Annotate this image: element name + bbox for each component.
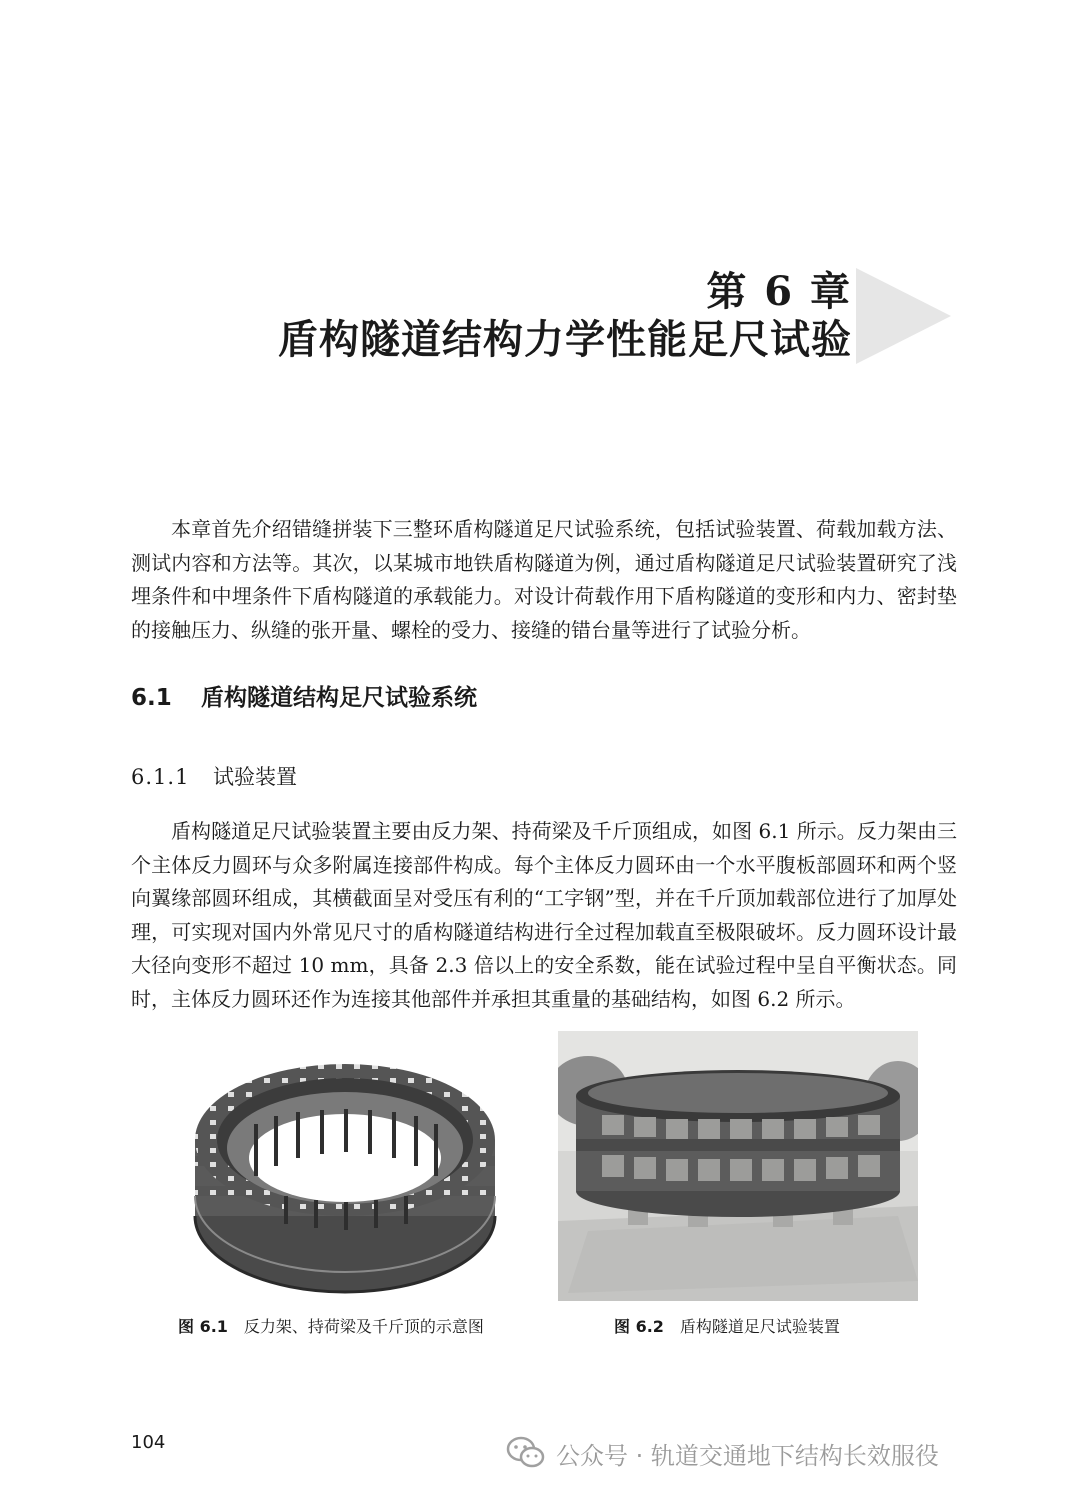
subsection-heading [131, 762, 297, 792]
section-title: 盾构隧道结构足尺试验系统 [201, 685, 477, 711]
chapter-label: 第 6 章 [706, 268, 852, 315]
section-heading [131, 682, 477, 714]
figure-test-rig-photo [558, 1031, 918, 1301]
body-paragraph: 盾构隧道足尺试验装置主要由反力架、持荷梁及千斤顶组成，如图 6.1 所示。反力架由三个主体反力圆环与众多附属连接部件构成。每个主体反力圆环由一个水平腹板部圆环和两个竖向翼缘部圆环组成，其横截面呈对受压有利的“工字钢”型，并在千斤顶加载部位进行了加厚处理，可实现对国内外常见尺寸的盾构隧道结构进行全过程加载直至极限破坏。反力圆环设计最大径向变形不超过 10 mm，具备 2.3 倍以上的安全系数，能在试验过程中呈自平衡状态。同时，主体反力圆环还作为连接其他部件并承担其重量的基础结构，如图 6.2 所示。 [131, 819, 957, 1011]
section-number: 6.1 [131, 685, 172, 711]
figure-2-caption-text: 盾构隧道足尺试验装置 [679, 1317, 840, 1336]
figure-1-number: 图 6.1 [178, 1317, 228, 1336]
figure-2-caption [614, 1316, 840, 1338]
intro-paragraph: 本章首先介绍错缝拼装下三整环盾构隧道足尺试验系统，包括试验装置、荷载加载方法、测试内容和方法等。其次，以某城市地铁盾构隧道为例，通过盾构隧道足尺试验装置研究了浅埋条件和中埋条件下盾构隧道的承载能力。对设计荷载作用下盾构隧道的变形和内力、密封垫的接触压力、纵缝的张开量、螺栓的受力、接缝的错台量等进行了试验分析。 [131, 517, 957, 642]
subsection-title: 试验装置 [213, 765, 297, 789]
figure-1-caption [178, 1316, 484, 1338]
figure-reaction-frame-schematic [186, 1046, 504, 1300]
figure-1-caption-text: 反力架、持荷梁及千斤顶的示意图 [243, 1317, 484, 1336]
subsection-number: 6.1.1 [131, 765, 190, 789]
chapter-arrow-icon [856, 268, 951, 364]
wechat-icon [506, 1435, 546, 1471]
watermark [506, 1433, 939, 1473]
page-number: 104 [131, 1432, 166, 1453]
watermark-text: 公众号 · 轨道交通地下结构长效服役 [556, 1441, 939, 1470]
chapter-title: 盾构隧道结构力学性能足尺试验 [278, 316, 852, 363]
figure-2-number: 图 6.2 [614, 1317, 664, 1336]
